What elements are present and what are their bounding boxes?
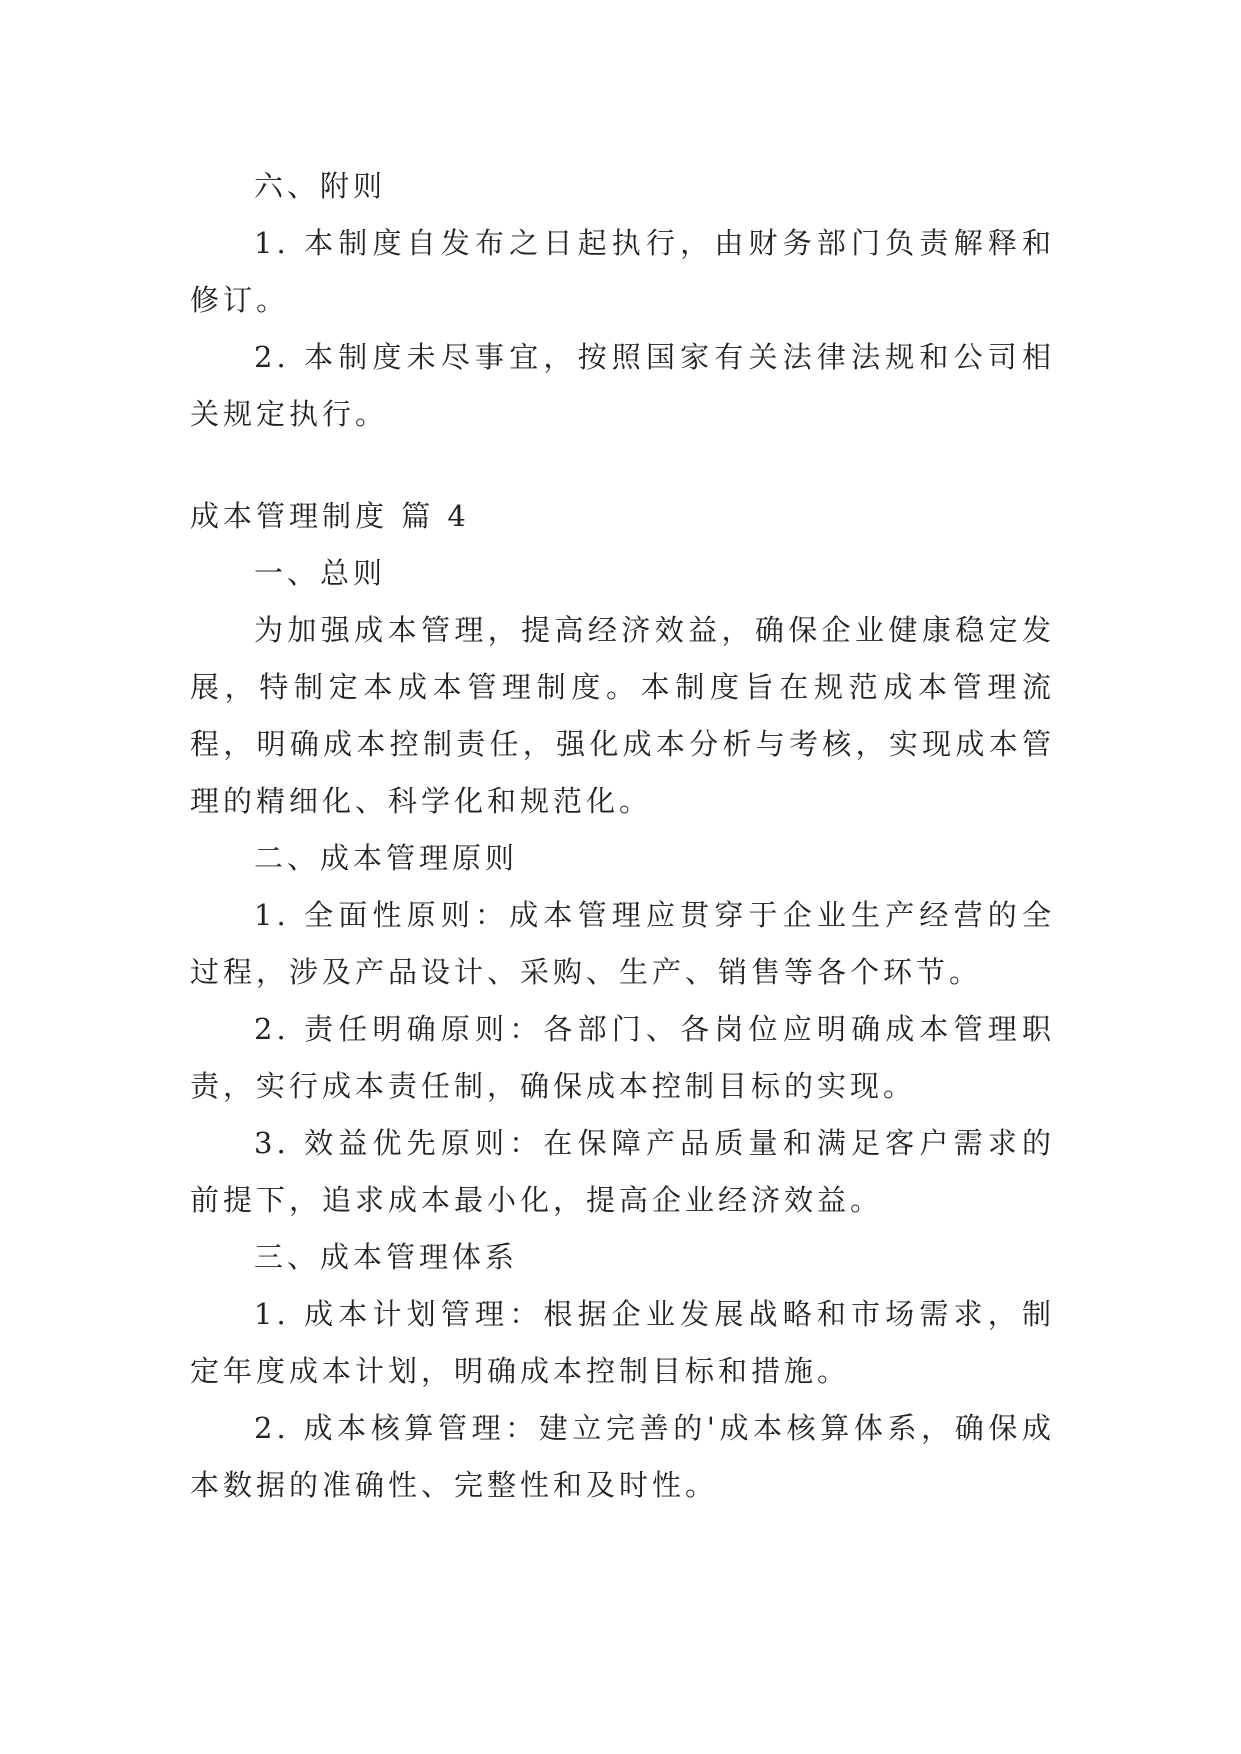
section-heading-appendix: 六、附则 [254, 169, 387, 203]
principle-item-2: 2. 责任明确原则：各部门、各岗位应明确成本管理职责，实行成本责任制，确保成本控制目标的实现。 [190, 1012, 1055, 1103]
principle-item-3: 3. 效益优先原则：在保障产品质量和满足客户需求的前提下，追求成本最小化，提高企业经济效益。 [190, 1126, 1055, 1217]
system-item-1: 1. 成本计划管理：根据企业发展战略和市场需求，制定年度成本计划，明确成本控制目标和措施。 [190, 1297, 1055, 1388]
section-heading-general: 一、总则 [254, 556, 387, 590]
general-paragraph: 为加强成本管理，提高经济效益，确保企业健康稳定发展，特制定本成本管理制度。本制度旨在规范成本管理流程，明确成本控制责任，强化成本分析与考核，实现成本管理的精细化、科学化和规范化。 [190, 613, 1055, 818]
appendix-item-1: 1. 本制度自发布之日起执行，由财务部门负责解释和修订。 [190, 226, 1055, 317]
principle-item-1: 1. 全面性原则：成本管理应贯穿于企业生产经营的全过程，涉及产品设计、采购、生产、销售等各个环节。 [190, 898, 1055, 989]
system-item-2: 2. 成本核算管理：建立完善的'成本核算体系，确保成本数据的准确性、完整性和及时性。 [190, 1411, 1055, 1502]
document-title: 成本管理制度 篇 4 [190, 499, 470, 533]
section-heading-principles: 二、成本管理原则 [254, 841, 519, 875]
document-body [190, 158, 1055, 1514]
section-heading-system: 三、成本管理体系 [254, 1240, 519, 1274]
appendix-item-2: 2. 本制度未尽事宜，按照国家有关法律法规和公司相关规定执行。 [190, 340, 1055, 431]
